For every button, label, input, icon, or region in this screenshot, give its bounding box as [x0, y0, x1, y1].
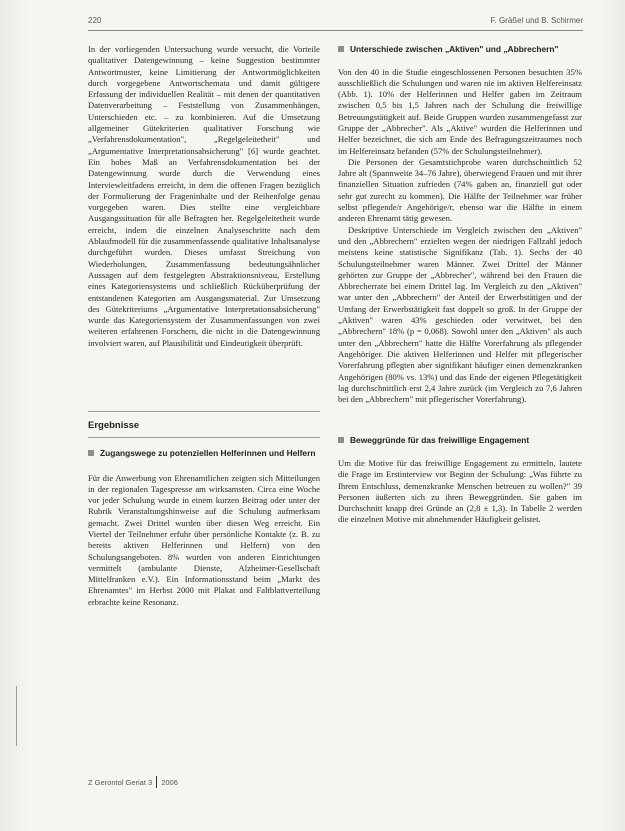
section-title-ergebnisse: Ergebnisse [88, 420, 140, 432]
left-column [88, 44, 320, 608]
subsection-title: Zugangswege zu potenziellen Helferinnen und Helfern [100, 448, 316, 459]
right-column [338, 44, 582, 526]
running-header [88, 16, 583, 30]
unterschiede-paragraph-1: Von den 40 in die Studie eingeschlossenen Personen besuchten 35% ausschließlich die Schulungen und waren nie im aktiven Helfereinsatz (Abb. 1). 10% der Helferinnen und Helfer gaben im Zeitraum zwischen 0,5 bis 1,5 Jahren nach der Schulung die freiwillige Betreuungstätigkeit auf. Beide Gruppen wurden zusammengefasst zur Gruppe der „Abbrecher". Als „Aktive" wurden die Helferinnen und Helfer bezeichnet, die sich am Ende des Befragungszeitraumes noch im Helfereinsatz befanden (57% der Schulungsteilnehmer). [338, 66, 582, 156]
square-bullet-icon [338, 46, 344, 52]
page-footer [88, 776, 178, 788]
binding-margin-mark [16, 686, 17, 746]
zugangswege-paragraph: Für die Anwerbung von Ehrenamtlichen zeigten sich Mitteilungen in der regionalen Tagespresse am wirksamsten. Circa eine Woche vor jeder Schulung wurde in einem kurzen Beitrag oder unter der Rubrik Veranstaltungshinweise auf die Schulung aufmerksam gemacht. Zwei Drittel wurden über diesen Weg erreicht. Ein Viertel der Teilnehmer erfuhr über persönliche Kontakte (z. B. zu bereits aktiven Helferinnen und Helfern) von den Schulungsangeboten. 8% wurden von anderen Einrichtungen vermittelt (ambulante Dienste, Alzheimer-Gesellschaft Mittelfranken e.V.). Ein Informationsstand beim „Markt des Ehrenamtes" im Herbst 2000 mit Plakat und Faltblattverteilung erbrachte keine Resonanz. [88, 472, 320, 607]
running-header-authors: F. Gräßel und B. Schirmer [490, 16, 583, 25]
unterschiede-paragraph-2: Die Personen der Gesamtstichprobe waren durchschnittlich 52 Jahre alt (Spannweite 34–76 Jahre), überwiegend Frauen und mit ihrer finanziellen Situation zufrieden (74% gaben an, finanziell gut oder sehr gut zurecht zu kommen). Die Hälfte der Teilnehmer war früher selbst pflegende/r Angehörige/r, ebenso war die Hälfte in einem anderen Ehrenamt tätig gewesen. [338, 156, 582, 224]
subsection-heading-unterschiede [338, 44, 582, 55]
intro-paragraph: In der vorliegenden Untersuchung wurde versucht, die Vorteile qualitativer Datengewinnung – keine Suggestion bestimmter Antwortmuster, keine Limitierung der Antwortmöglichkeiten durch vorgegebene Antwortschemata und damit gültigere Erfassung der individuellen Realität – mit denen der quantitativen Datenverarbeitung – Feststellung von Zusammenhängen, Unterschieden etc. – zu kombinieren. Auf die Umsetzung allgemeiner Gütekriterien qualitativer Forschung wie „Verfahrensdokumentation", „Regelgeleitetheit" und „Argumentative Interpretationsabsicherung" [6] wurde geachtet. Ein hohes Maß an Verfahrensdokumentation bei der Datengewinnung wurde durch die Verwendung eines Interviewleitfadens erreicht, in dem die offenen Fragen bezüglich der Formulierung der Frageninhalte und der Reihenfolge genau vorgegeben waren. Dies stellte eine vergleichbare Ausgangssituation für alle Befragten her. Regelgeleitetheit wurde erreicht, indem die einzelnen Analyseschritte nach dem Ablaufmodell für die zusammenfassende qualitative Inhaltsanalyse durchgeführt wurden. Dieses umfasst Streichung von Wiederholungen, Zusammenfassung bedeutungsähnlicher Aussagen auf dem festgelegten Abstraktionsniveau, Erstellung eines Kategoriensystems und schließlich Rücküberprüfung der entstandenen Kategorien am Ausgangsmaterial. Zur Umsetzung des Gütekriteriums „Argumentative Interpretationsabsicherung" wurde das Kategoriensystem der Zusammenfassungen von zwei weiteren erfahrenen Forschern, die nicht in die Datengewinnung involviert waren, auf Plausibilität und Eindeutigkeit überprüft. [88, 44, 320, 348]
footer-year: 2006 [161, 777, 178, 787]
section-divider-top [88, 411, 320, 412]
section-divider-bottom [88, 437, 320, 438]
subsection-title: Unterschiede zwischen „Aktiven" und „Abbrechern" [350, 44, 559, 54]
beweggruende-paragraph: Um die Motive für das freiwillige Engagement zu ermitteln, lautete die Frage im Erstinterview vor Beginn der Schulung: „Was führte zu Ihrem Entschluss, demenzkranke Menschen betreuen zu wollen?" 39 Personen äußerten sich zu ihren Beweggründen. Sie gaben im Durchschnitt knapp drei Gründe an (2,8 ± 1,3). In Tabelle 2 werden die einzelnen Motive mit abnehmender Häufigkeit gelistet. [338, 457, 582, 525]
footer-journal: Z Gerontol Geriat 3 [88, 777, 153, 787]
subsection-heading-beweggruende [338, 435, 582, 446]
square-bullet-icon [338, 437, 344, 443]
square-bullet-icon [88, 450, 94, 456]
subsection-title: Beweggründe für das freiwillige Engagement [350, 435, 530, 446]
unterschiede-paragraph-3: Deskriptive Unterschiede im Vergleich zwischen den „Aktiven" und den „Abbrechern" erzielten wegen der niedrigen Fallzahl jedoch meistens keine statistische Signifikanz (Tab. 1). Sechs der 40 Schulungsteilnehmer waren Männer. Zwei Drittel der Männer gehörten zur Gruppe der „Abbrecher", während bei den Frauen die Abbrecherrate bei einem Drittel lag. Im Vergleich zu den „Aktiven" war unter den „Abbrechern" der Anteil der Erwerbstätigen und der Umfang der Erwerbstätigkeit fast doppelt so groß. In der Gruppe der „Aktiven" waren 43% geschieden oder verwitwet, bei den „Abbrechern" 18% (p = 0,068). Sowohl unter den „Aktiven" als auch unter den „Abbrechern" hatte die Hälfte Vorerfahrung als pflegender Angehöriger. Die aktiven Helferinnen und Helfer mit pflegerischer Vorerfahrung pflegten aber signifikant häufiger einen demenzkranken Angehörigen (80% vs. 13%) und das Ende der eigenen Pflegetätigkeit lag durchschnittlich erst 2,4 Jahre zurück (im Vergleich zu 7,6 Jahren bei den „Abbrechern" mit pflegerischer Vorerfahrung). [338, 224, 582, 405]
header-divider [88, 30, 583, 31]
page-number: 220 [88, 16, 102, 25]
subsection-heading-zugangswege [88, 448, 320, 459]
footer-separator [156, 776, 157, 788]
